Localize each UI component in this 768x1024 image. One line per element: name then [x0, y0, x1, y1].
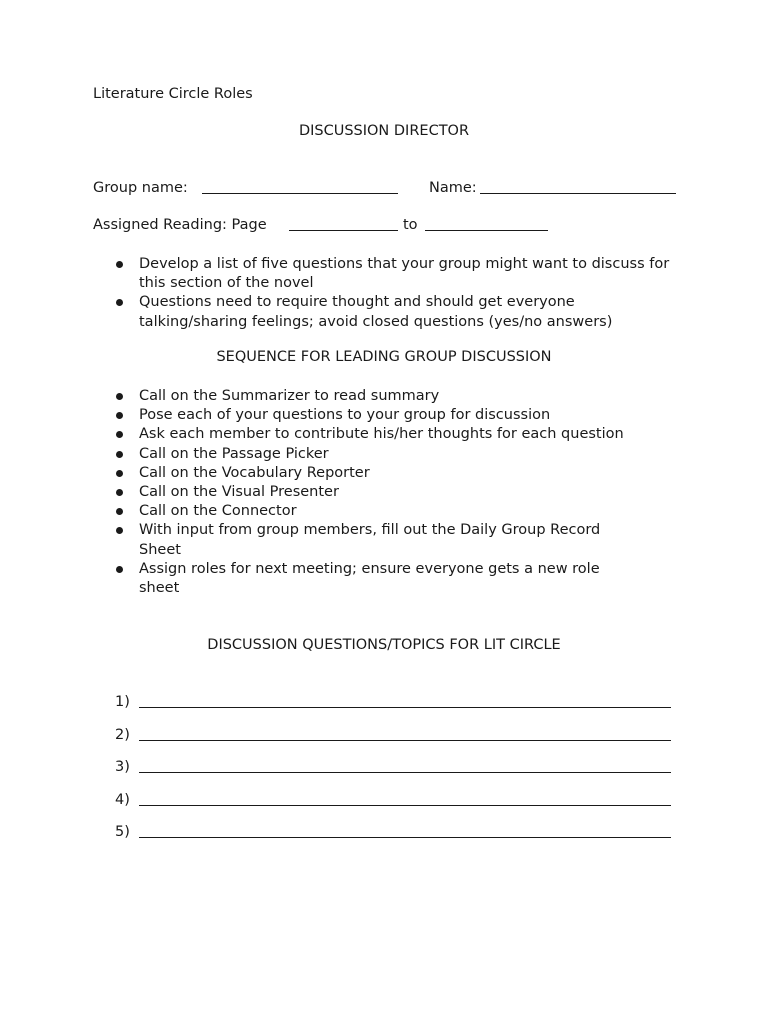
list-item: Questions need to require thought and should get everyone talking/sharing feelings; avoid closed questions (yes/no answers) [113, 293, 683, 331]
bullet-icon [116, 508, 123, 515]
bullet-icon [116, 261, 123, 268]
questions-heading: DISCUSSION QUESTIONS/TOPICS FOR LIT CIRCLE [207, 637, 561, 653]
question-1-field[interactable] [139, 707, 671, 708]
list-item: With input from group members, fill out the Daily Group Record Sheet [113, 521, 633, 559]
question-5-field[interactable] [139, 837, 671, 838]
question-number: 3) [115, 759, 130, 775]
question-row-4 [113, 791, 673, 811]
question-row-1 [113, 693, 673, 713]
name-field[interactable] [480, 193, 676, 194]
bullet-icon [116, 412, 123, 419]
question-row-5 [113, 823, 673, 843]
sequence-heading: SEQUENCE FOR LEADING GROUP DISCUSSION [216, 349, 552, 365]
question-row-3 [113, 758, 673, 778]
list-item: Assign roles for next meeting; ensure everyone gets a new role sheet [113, 560, 633, 598]
assigned-reading-label: Assigned Reading: Page [93, 217, 267, 233]
question-number: 1) [115, 694, 130, 710]
question-number: 2) [115, 727, 130, 743]
question-number: 5) [115, 824, 130, 840]
instructions-list [113, 255, 683, 332]
question-row-2 [113, 726, 673, 746]
bullet-icon [116, 393, 123, 400]
reading-end-page-field[interactable] [425, 230, 548, 231]
bullet-icon [116, 451, 123, 458]
role-title: DISCUSSION DIRECTOR [298, 123, 470, 139]
document-header: Literature Circle Roles [93, 86, 253, 102]
bullet-icon [116, 566, 123, 573]
group-name-label: Group name: [93, 180, 188, 196]
bullet-icon [116, 299, 123, 306]
bullet-icon [116, 527, 123, 534]
list-item: Call on the Connector [113, 502, 633, 521]
bullet-icon [116, 470, 123, 477]
reading-to-label: to [403, 217, 418, 233]
question-4-field[interactable] [139, 805, 671, 806]
list-item: Call on the Visual Presenter [113, 483, 633, 502]
list-item: Ask each member to contribute his/her thoughts for each question [113, 425, 633, 444]
reading-start-page-field[interactable] [289, 230, 398, 231]
bullet-icon [116, 431, 123, 438]
list-item: Call on the Summarizer to read summary [113, 387, 633, 406]
name-label: Name: [429, 180, 477, 196]
list-item: Pose each of your questions to your group for discussion [113, 406, 633, 425]
question-2-field[interactable] [139, 740, 671, 741]
group-name-field[interactable] [202, 193, 398, 194]
list-item: Develop a list of five questions that your group might want to discuss for this section of the novel [113, 255, 683, 293]
sequence-list [113, 387, 633, 598]
question-3-field[interactable] [139, 772, 671, 773]
bullet-icon [116, 489, 123, 496]
list-item: Call on the Passage Picker [113, 445, 633, 464]
question-number: 4) [115, 792, 130, 808]
list-item: Call on the Vocabulary Reporter [113, 464, 633, 483]
